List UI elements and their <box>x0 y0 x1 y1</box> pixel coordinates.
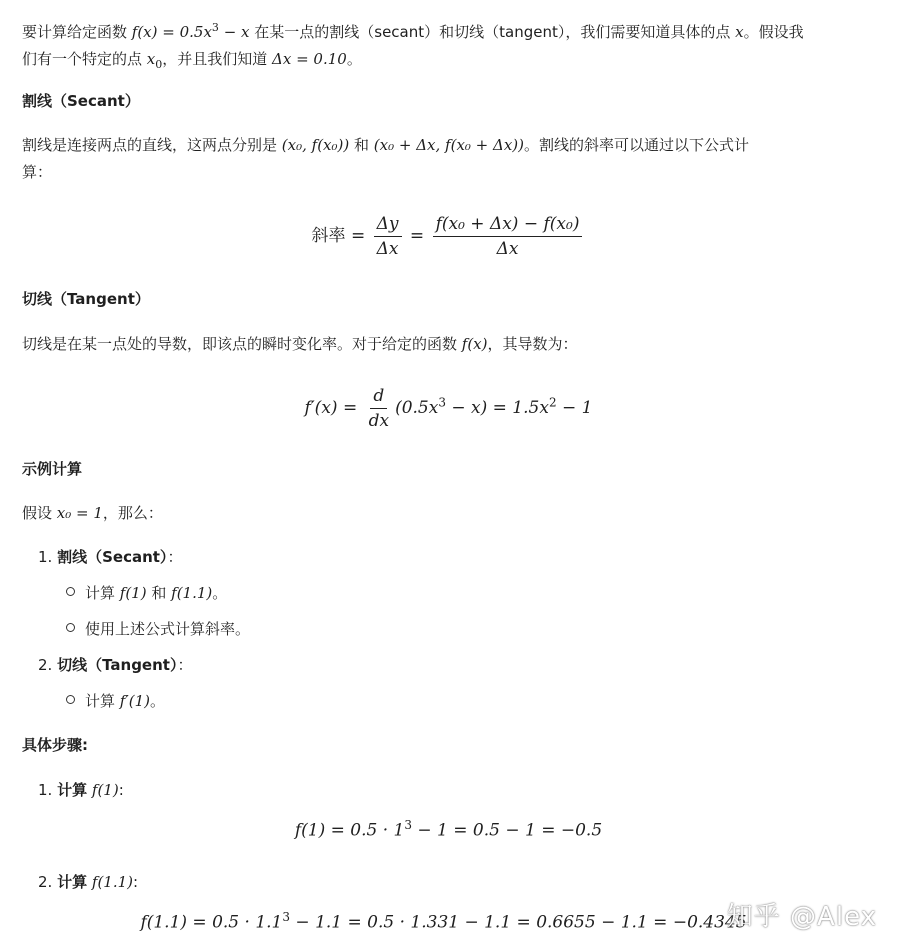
body-text: 。 <box>212 584 228 602</box>
bullet-icon <box>66 587 75 596</box>
body-text: 割线是连接两点的直线，这两点分别是 <box>22 136 282 154</box>
list-number: 1. <box>38 781 53 799</box>
math-expression: f(1) <box>91 781 119 799</box>
intro-text: 在某一点的割线（secant）和切线（tangent），我们需要知道具体的点 <box>249 23 736 41</box>
body-text: 。割线的斜率可以通过以下公式计 <box>524 136 750 154</box>
list-item-label: 割线（Secant） <box>57 548 168 566</box>
intro-text: 。 <box>346 50 362 68</box>
math-expression: f(1) <box>119 584 147 602</box>
intro-paragraph <box>22 14 877 78</box>
fraction-denominator: dx <box>368 411 390 431</box>
bullet-icon <box>66 695 75 704</box>
function-expression-tail: − x <box>218 23 250 41</box>
intro-text: 要计算给定函数 <box>22 23 132 41</box>
body-text: 算： <box>22 163 53 181</box>
tangent-description <box>22 331 877 358</box>
fraction-denominator: Δx <box>496 239 519 259</box>
function-expression: f(x) = 0.5x <box>131 23 212 41</box>
body-text: 使用上述公式计算斜率。 <box>85 620 251 638</box>
fraction-d-dx <box>366 386 392 431</box>
watermark: 知乎 @Alex <box>726 902 877 932</box>
list-item-label: 切线（Tangent） <box>57 656 178 674</box>
colon: ： <box>177 656 193 674</box>
colon: ： <box>167 548 183 566</box>
delta-x-expression: Δx = 0.10 <box>272 50 347 68</box>
function-name: f(x) <box>461 335 488 353</box>
body-text: 计算 <box>85 692 120 710</box>
secant-slope-formula <box>0 214 897 259</box>
colon: : <box>118 781 124 799</box>
list-item-tangent <box>38 653 192 677</box>
math-var: x <box>735 23 744 41</box>
list-number: 1. <box>38 548 53 566</box>
point-expression: (x₀, f(x₀)) <box>281 136 350 154</box>
point-expression: (x₀ + Δx, f(x₀ + Δx)) <box>373 136 525 154</box>
secant-description <box>22 132 877 186</box>
list-item <box>66 617 250 641</box>
x0-value: x₀ = 1 <box>56 504 103 522</box>
body-text: 和 <box>349 136 374 154</box>
fraction-numerator: f(x₀ + Δx) − f(x₀) <box>433 214 583 237</box>
steps-heading: 具体步骤: <box>22 736 88 754</box>
intro-text: ，并且我们知道 <box>162 50 273 68</box>
equation-part: − 1 = 0.5 − 1 = −0.5 <box>411 820 603 841</box>
body-text: 和 <box>146 584 172 602</box>
list-number: 2. <box>38 873 53 891</box>
exponent: 2 <box>548 395 557 410</box>
math-expression: f(1.1) <box>171 584 213 602</box>
assumption-line <box>22 500 877 527</box>
colon: : <box>133 873 139 891</box>
body-text: ，那么： <box>102 504 163 522</box>
equation-part: f(1) = 0.5 · 1 <box>294 820 405 841</box>
fraction-denominator: Δx <box>376 239 399 259</box>
step-label: 计算 <box>57 781 88 799</box>
fraction-numerator: Δy <box>374 214 402 237</box>
list-number: 2. <box>38 656 53 674</box>
equation-part: f(1.1) = 0.5 · 1.1 <box>140 912 283 933</box>
fraction-difference-quotient <box>433 214 583 259</box>
tangent-heading: 切线（Tangent） <box>22 290 150 308</box>
derivative-rhs: − 1 <box>556 398 593 418</box>
math-var: x <box>146 50 156 68</box>
exponent: 3 <box>404 818 412 832</box>
slope-label: 斜率 = <box>311 226 366 246</box>
intro-text: 们有一个特定的点 <box>22 50 147 68</box>
step-item <box>38 870 138 894</box>
derivative-lhs: f′(x) = <box>304 398 358 418</box>
fraction-dy-dx <box>374 214 402 259</box>
equals-sign: = <box>409 226 425 246</box>
list-item-secant <box>38 545 182 569</box>
body-text: ，其导数为： <box>487 335 578 353</box>
intro-text: 。假设我 <box>743 23 804 41</box>
body-text: 切线是在某一点处的导数，即该点的瞬时变化率。对于给定的函数 <box>22 335 462 353</box>
step-label: 计算 <box>57 873 88 891</box>
list-item <box>66 689 165 713</box>
body-text: 假设 <box>22 504 57 522</box>
exponent: 3 <box>282 910 291 924</box>
list-item <box>66 581 227 605</box>
body-text: 计算 <box>85 584 120 602</box>
exponent: 3 <box>211 21 219 34</box>
subscript: 0 <box>155 58 163 71</box>
derivative-rhs: − x) = 1.5x <box>445 398 549 418</box>
math-expression: f(1.1) <box>91 873 134 891</box>
secant-heading: 割线（Secant） <box>22 92 140 110</box>
equation-part: − 1.1 = 0.5 · 1.331 − 1.1 = 0.6655 − 1.1 = −0.4345 <box>290 912 747 933</box>
step-item <box>38 778 124 802</box>
derivative-rhs: (0.5x <box>395 398 439 418</box>
fraction-numerator: d <box>370 386 387 409</box>
derivative-formula <box>0 386 897 431</box>
example-heading: 示例计算 <box>22 460 83 478</box>
exponent: 3 <box>438 395 446 410</box>
step1-equation <box>0 818 897 841</box>
bullet-icon <box>66 623 75 632</box>
math-expression: f′(1) <box>119 692 150 710</box>
body-text: 。 <box>150 692 166 710</box>
